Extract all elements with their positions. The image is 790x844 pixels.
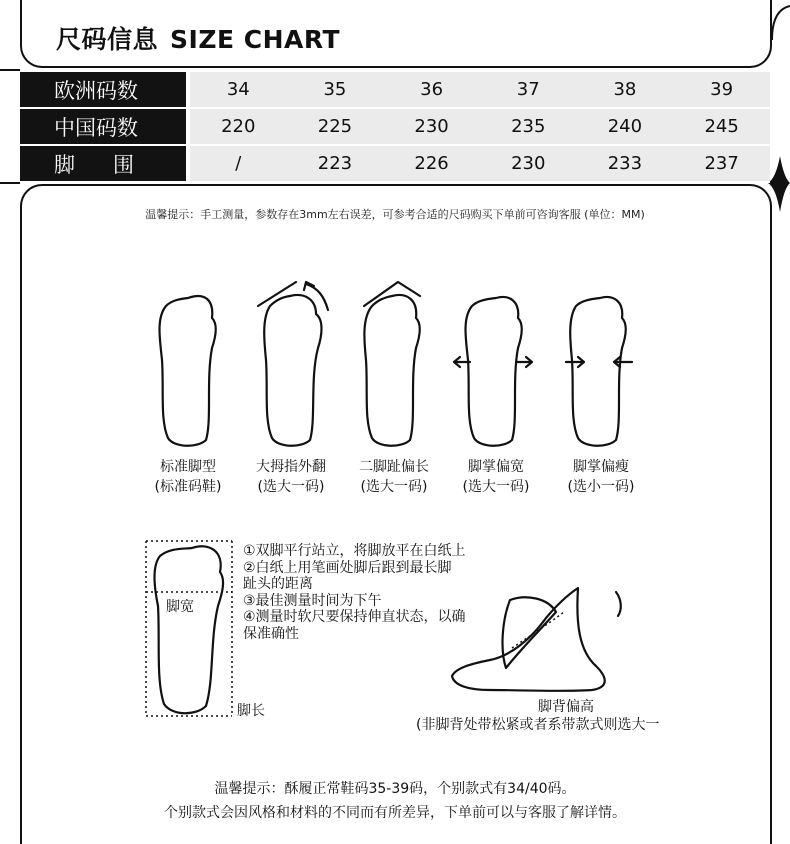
row-label-text: 脚围: [54, 152, 172, 177]
foot-outline-standard: [160, 296, 216, 446]
measure-instructions: [243, 543, 503, 642]
instep-note: [416, 698, 716, 734]
table-cell: 245: [673, 108, 770, 145]
table-cell: 38: [577, 72, 674, 108]
table-cell: 233: [577, 145, 674, 182]
footer-line-2: 个别款式会因风格和材料的不同而有所差异，下单前可以与客服了解详情。: [164, 805, 626, 821]
foot-type-name: 脚掌偏宽: [468, 459, 524, 475]
table-cell: 39: [673, 72, 770, 108]
foot-width-label: 脚宽: [166, 599, 194, 615]
table-cell: 36: [383, 72, 480, 108]
foot-type-narrow: [546, 457, 656, 497]
table-cell: 220: [190, 108, 287, 145]
size-table: [20, 72, 770, 183]
table-cell: 223: [287, 145, 384, 182]
table-cell: 37: [480, 72, 577, 108]
table-cell: 240: [577, 108, 674, 145]
leg-outline: [616, 592, 621, 616]
foot-type-second-toe: [339, 457, 449, 497]
table-row: [20, 72, 770, 108]
table-cell: /: [190, 145, 287, 182]
row-label: 中国码数: [20, 108, 186, 145]
table-row: [20, 145, 770, 182]
foot-type-advice: (选小一码): [567, 479, 635, 495]
foot-type-bunion: [236, 457, 346, 497]
table-cell: 235: [480, 108, 577, 145]
instep-label: 脚背偏高: [538, 699, 594, 715]
table-cell: 237: [673, 145, 770, 182]
narrow-arrow-right-icon: [614, 357, 632, 367]
table-cell: 225: [287, 108, 384, 145]
second-toe-guide: [364, 282, 420, 306]
foot-type-advice: (选大一码): [360, 479, 428, 495]
instruction-line: ①双脚平行站立，将脚放平在白纸上: [243, 543, 466, 559]
sparkle-icon: [768, 156, 790, 212]
foot-type-name: 大拇指外翻: [256, 459, 326, 475]
foot-outline-second-toe: [364, 295, 419, 446]
instruction-line: 趾头的距离: [243, 576, 313, 592]
instruction-line: ③最佳测量时间为下午: [243, 592, 382, 609]
instruction-line: ④测量时软尺要保持伸直状态，以确: [243, 609, 466, 625]
instep-dotted-line: [512, 612, 564, 648]
table-row: [20, 108, 770, 145]
row-label: 欧洲码数: [20, 72, 186, 108]
table-cell: 230: [383, 108, 480, 145]
foot-type-advice: (选大一码): [462, 479, 530, 495]
table-cell: 34: [190, 72, 287, 108]
foot-type-name: 标准脚型: [160, 459, 216, 475]
narrow-arrow-left-icon: [566, 357, 584, 367]
table-cell: 230: [480, 145, 577, 182]
page-title: [56, 20, 340, 56]
instruction-line: ②白纸上用笔画处脚后跟到最长脚: [243, 559, 452, 576]
measurement-note: 温馨提示：手工测量，参数存在3mm左右误差，可参考合适的尺码购买下单前可咨询客服 (单位：MM): [145, 208, 645, 221]
title-en: SIZE CHART: [170, 25, 341, 54]
footer-line-1: 温馨提示：酥履正常鞋码35-39码，个别款式有34/40码。: [214, 781, 576, 797]
row-label: [20, 145, 186, 182]
measure-foot-outline: [155, 546, 224, 713]
table-cell: 226: [383, 145, 480, 182]
foot-type-advice: (选大一码): [257, 479, 325, 495]
title-cn: 尺码信息: [56, 25, 159, 54]
bunion-arrow-icon: [306, 284, 328, 310]
foot-type-name: 脚掌偏瘦: [573, 459, 629, 475]
corner-curve: [772, 6, 790, 40]
foot-outline-narrow: [570, 297, 626, 446]
table-cell: 35: [287, 72, 384, 108]
bunion-guide-line: [258, 282, 296, 306]
wide-arrow-right-icon: [516, 357, 532, 367]
foot-type-wide: [441, 457, 551, 497]
foot-type-standard: [133, 457, 243, 497]
foot-type-name: 二脚趾偏长: [359, 459, 429, 475]
instep-advice: (非脚背处带松紧或者系带款式则选大一: [416, 717, 660, 733]
foot-outline-wide: [466, 297, 522, 446]
foot-type-advice: (标准码鞋): [154, 479, 222, 495]
foot-outline-bunion: [264, 295, 321, 446]
instruction-line: 保准确性: [243, 625, 299, 642]
foot-length-label: 脚长: [237, 703, 265, 719]
instep-strap: [503, 597, 556, 668]
